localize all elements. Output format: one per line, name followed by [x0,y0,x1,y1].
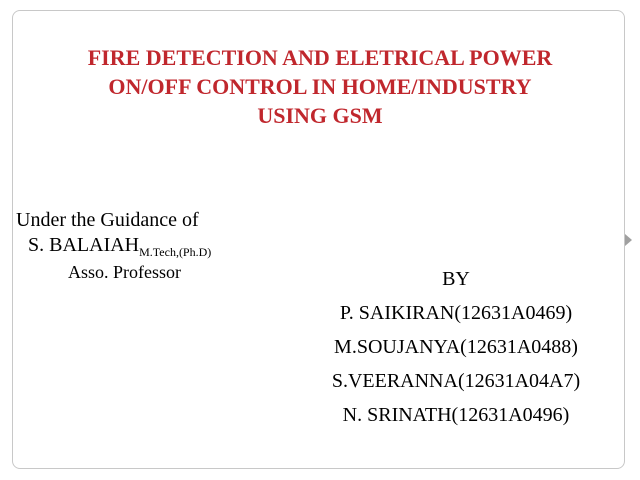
team-member: S.VEERANNA(12631A04A7) [331,370,581,392]
team-member: M.SOUJANYA(12631A0488) [334,336,578,358]
guidance-block [16,208,276,285]
slide-title [40,43,600,130]
title-line-3: USING GSM [257,103,383,128]
guidance-heading: Under the Guidance of [16,209,199,231]
title-line-2: ON/OFF CONTROL IN HOME/INDUSTRY [108,74,532,99]
title-line-1: FIRE DETECTION AND ELETRICAL POWER [87,45,553,70]
guide-qualification: M.Tech,(Ph.D) [139,245,212,259]
team-members-block [296,262,616,432]
next-slide-arrow-icon[interactable] [625,234,632,246]
guide-name: S. BALAIAH [28,234,140,256]
team-member: N. SRINATH(12631A0496) [342,404,570,426]
by-label: BY [442,268,470,290]
guide-designation: Asso. Professor [68,262,182,282]
guide-name-line [16,233,276,260]
team-member: P. SAIKIRAN(12631A0469) [339,302,573,324]
